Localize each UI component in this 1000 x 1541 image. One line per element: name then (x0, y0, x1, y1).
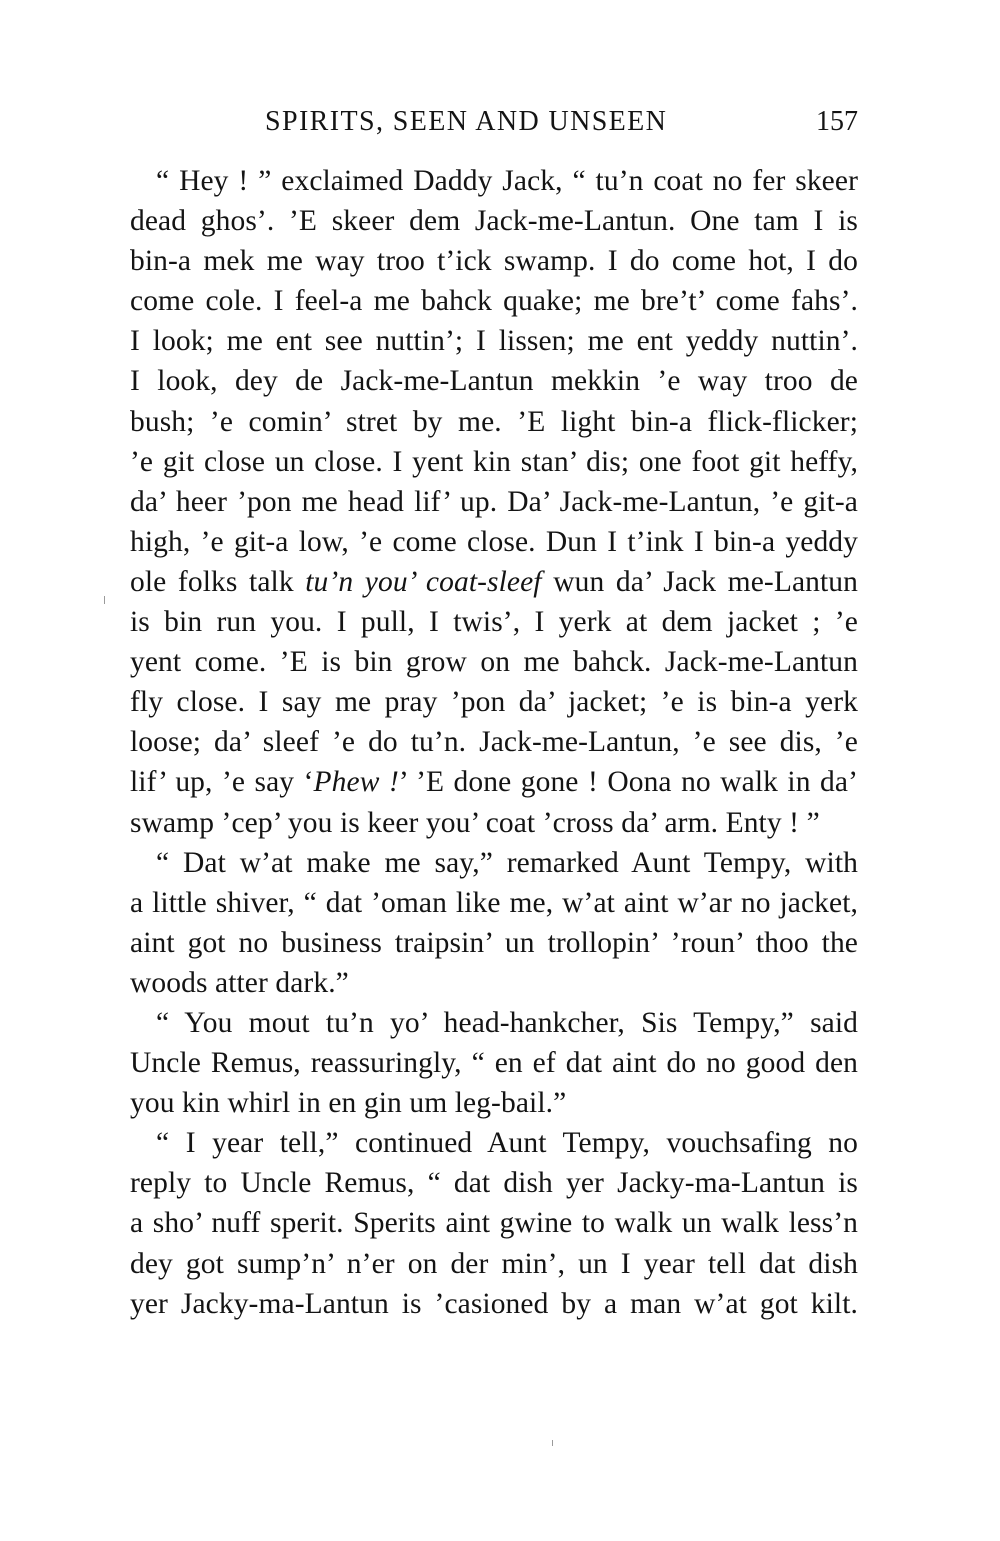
page-header (130, 100, 858, 144)
running-head: SPIRITS, SEEN AND UNSEEN (265, 106, 668, 137)
text-line: come cole. I feel-a me bahck quake; me bre’t’ come fahs’. (130, 285, 858, 318)
paper-speck (104, 596, 105, 604)
text-line: “ Dat w’at make me say,” remarked Aunt Tempy, with (156, 846, 858, 879)
text-line: woods atter dark.” (130, 966, 349, 999)
text-line: I look; me ent see nuttin’; I lissen; me ent yeddy nuttin’. (130, 325, 858, 358)
text-line: I look, dey de Jack-me-Lantun mekkin ’e way troo de (130, 365, 858, 398)
text-line: ’e git close un close. I yent kin stan’ dis; one foot git heffy, (130, 445, 858, 478)
text-line: bin-a mek me way troo t’ick swamp. I do come hot, I do (130, 245, 858, 278)
text-line: dey got sump’n’ n’er on der min’, un I year tell dat dish (130, 1247, 858, 1280)
text-line: you kin whirl in en gin um leg-bail.” (130, 1087, 567, 1120)
text-line: fly close. I say me pray ’pon da’ jacket; ’e is bin-a yerk (130, 686, 858, 719)
paper-speck (552, 1440, 553, 1446)
text-line: dead ghos’. ’E skeer dem Jack-me-Lantun. One tam I is (130, 205, 858, 238)
text-line: “ I year tell,” continued Aunt Tempy, vouchsafing no (156, 1127, 858, 1160)
text-line (130, 562, 858, 602)
text-line-end: wun da’ Jack me-Lantun (541, 565, 859, 598)
text-line: Uncle Remus, reassuringly, “ en ef dat aint do no good den (130, 1047, 858, 1080)
text-line-start: ole folks talk (130, 565, 306, 598)
text-line: a sho’ nuff sperit. Sperits aint gwine to walk un walk less’n (130, 1207, 858, 1240)
italic-phrase: tu’n you’ coat-sleef (305, 565, 542, 598)
text-line: reply to Uncle Remus, “ dat dish yer Jacky-ma-Lantun is (130, 1167, 858, 1200)
text-line: “ Hey ! ” exclaimed Daddy Jack, “ tu’n coat no fer skeer (156, 165, 858, 197)
text-line: loose; da’ sleef ’e do tu’n. Jack-me-Lantun, ’e see dis, ’e (130, 726, 858, 759)
text-line: swamp ’cep’ you is keer you’ coat ’cross da’ arm. Enty ! ” (130, 806, 820, 839)
text-line: aint got no business traipsin’ un trollopin’ ’roun’ thoo the (130, 926, 858, 959)
text-line: da’ heer ’pon me head lif’ up. Da’ Jack-me-Lantun, ’e git-a (130, 485, 858, 518)
text-line: yent come. ’E is bin grow on me bahck. Jack-me-Lantun (130, 646, 858, 679)
italic-phrase: Phew ! (313, 766, 399, 799)
page-number: 157 (816, 106, 858, 137)
text-line-end: ’ ’E done gone ! Oona no walk in da’ (398, 766, 859, 799)
text-line-start: lif’ up, ’e say ‘ (130, 766, 314, 799)
text-line: bush; ’e comin’ stret by me. ’E light bin-a flick-flicker; (130, 405, 858, 438)
text-line: high, ’e git-a low, ’e come close. Dun I t’ink I bin-a yeddy (130, 525, 858, 558)
body-text (130, 161, 858, 1324)
text-line (130, 762, 858, 802)
text-line: “ You mout tu’n yo’ head-hankcher, Sis Tempy,” said (156, 1006, 858, 1039)
text-line: is bin run you. I pull, I twis’, I yerk at dem jacket ; ’e (130, 606, 858, 639)
text-line: a little shiver, “ dat ’oman like me, w’at aint w’ar no jacket, (130, 886, 858, 919)
text-line: yer Jacky-ma-Lantun is ’casioned by a man w’at got kilt. (130, 1287, 858, 1320)
